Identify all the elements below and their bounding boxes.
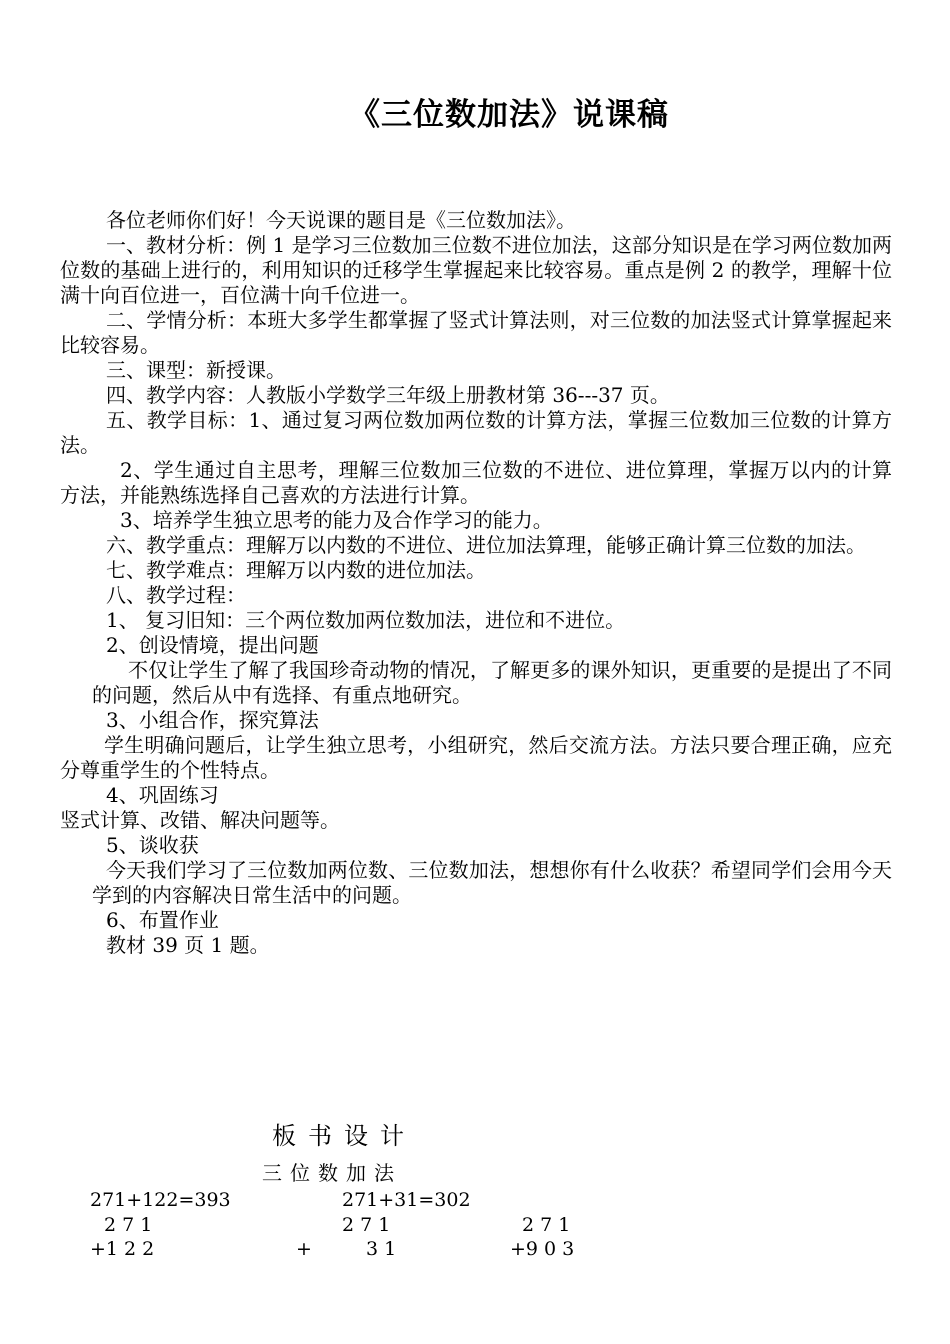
paragraph-step-2-heading: 2、创设情境，提出问题	[106, 633, 319, 657]
paragraph-step-2-body: 不仅让学生了解了我国珍奇动物的情况，了解更多的课外知识，更重要的是提出了不同的问题，然后从中有选择、有重点地研究。	[92, 658, 892, 707]
paragraph-step-6-body: 教材 39 页 1 题。	[106, 933, 270, 957]
vertical-calc-1-bottom: +1 2 2	[90, 1238, 155, 1260]
paragraph-difficulty: 七、教学难点：理解万以内数的进位加法。	[106, 558, 486, 582]
paragraph-teaching-goal-3: 3、培养学生独立思考的能力及合作学习的能力。	[120, 508, 553, 532]
page-title: 《三位数加法》说课稿	[349, 97, 669, 133]
vertical-calc-1-top: 2 7 1	[104, 1214, 153, 1236]
paragraph-lesson-type: 三、课型：新授课。	[106, 358, 286, 382]
paragraph-teaching-goal-2: 2、学生通过自主思考，理解三位数加三位数的不进位、进位算理，掌握万以内的计算方法，并能熟练选择自己喜欢的方法进行计算。	[60, 458, 892, 507]
paragraph-step-4-body: 竖式计算、改错、解决问题等。	[60, 808, 340, 832]
equation-1: 271+122=393	[90, 1189, 231, 1211]
paragraph-step-3-heading: 3、小组合作，探究算法	[106, 708, 319, 732]
paragraph-step-6-heading: 6、布置作业	[106, 908, 219, 932]
equation-2: 271+31=302	[342, 1189, 471, 1211]
paragraph-step-4-heading: 4、巩固练习	[106, 783, 219, 807]
paragraph-process-heading: 八、教学过程：	[106, 583, 246, 607]
paragraph-step-5-body: 今天我们学习了三位数加两位数、三位数加法，想想你有什么收获？希望同学们会用今天学到的内容解决日常生活中的问题。	[92, 858, 892, 907]
vertical-calc-3-bottom: +9 0 3	[510, 1238, 575, 1260]
paragraph-textbook-analysis: 一、教材分析：例 1 是学习三位数加三位数不进位加法，这部分知识是在学习两位数加两位数的基础上进行的，利用知识的迁移学生掌握起来比较容易。重点是例 2 的教学，理解十位满十向百位进一，百位满十向千位进一。	[60, 233, 892, 307]
vertical-calc-3-top: 2 7 1	[522, 1214, 571, 1236]
paragraph-student-analysis: 二、学情分析：本班大多学生都掌握了竖式计算法则，对三位数的加法竖式计算掌握起来比较容易。	[60, 308, 892, 357]
paragraph-teaching-content: 四、教学内容：人教版小学数学三年级上册教材第 36---37 页。	[106, 383, 670, 407]
vertical-calc-2-top: 2 7 1	[342, 1214, 391, 1236]
vertical-calc-2-bottom: 3 1	[366, 1238, 397, 1260]
paragraph-key-point: 六、教学重点：理解万以内数的不进位、进位加法算理，能够正确计算三位数的加法。	[106, 533, 866, 557]
vertical-calc-2-plus: +	[296, 1238, 312, 1260]
paragraph-step-3-body: 学生明确问题后，让学生独立思考，小组研究，然后交流方法。方法只要合理正确，应充分尊重学生的个性特点。	[60, 733, 892, 782]
paragraph-teaching-goal-1: 五、教学目标：1、通过复习两位数加两位数的计算方法，掌握三位数加三位数的计算方法。	[60, 408, 892, 457]
paragraph-greeting: 各位老师你们好！今天说课的题目是《三位数加法》。	[106, 208, 576, 232]
board-design-heading: 板书设计	[272, 1122, 416, 1150]
document-body	[60, 208, 892, 958]
paragraph-step-5-heading: 5、谈收获	[106, 833, 199, 857]
paragraph-review: 1、 复习旧知：三个两位数加两位数加法，进位和不进位。	[106, 608, 626, 632]
board-design-subheading: 三位数加法	[262, 1161, 402, 1185]
